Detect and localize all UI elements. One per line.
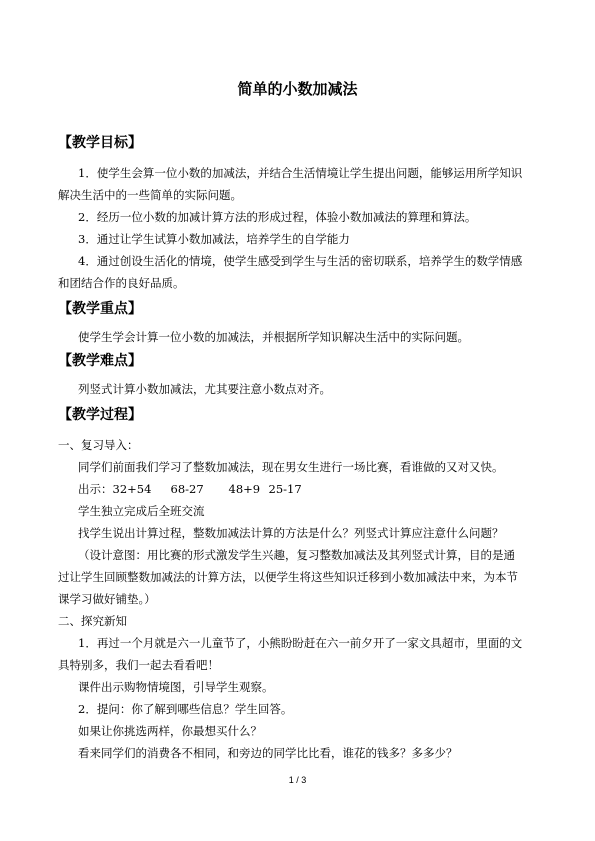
goal-line: 3．通过让学生试算小数加减法，培养学生的自学能力 [78, 232, 350, 246]
design-intent-line: （设计意图：用比赛的形式激发学生兴趣，复习整数加减法及其列竖式计算，目的是通 [78, 548, 515, 562]
section-heading-key: 【教学重点】 [58, 301, 142, 317]
review-heading: 一、复习导入： [58, 438, 139, 452]
document-title: 简单的小数加减法 [237, 80, 358, 98]
explore-line: 具特别多，我们一起去看看吧！ [58, 658, 219, 672]
goal-line: 1．使学生会算一位小数的加减法，并结合生活情境让学生提出问题，能够运用所学知识 [78, 166, 523, 180]
expression-item: 68-27 [170, 482, 204, 496]
process-line: 如果让你挑选两样，你最想买什么？ [78, 724, 262, 738]
process-line: 课件出示购物情境图，引导学生观察。 [78, 680, 274, 694]
goal-line: 和团结合作的良好品质。 [58, 276, 185, 290]
show-label: 出示： [78, 482, 113, 496]
page-number: 1 / 3 [288, 775, 307, 785]
review-intro: 同学们前面我们学习了整数加减法，现在男女生进行一场比赛，看谁做的又对又快。 [78, 460, 504, 474]
expression-item: 32+54 [112, 482, 152, 496]
goal-line: 4．通过创设生活化的情境，使学生感受到学生与生活的密切联系，培养学生的数学情感 [78, 254, 523, 268]
explore-line: 1．再过一个月就是六一儿童节了，小熊盼盼赶在六一前夕开了一家文具超市，里面的文 [78, 636, 523, 650]
design-intent-line: 过让学生回顾整数加减法的计算方法，以便学生将这些知识迁移到小数加减法中来，为本节 [58, 570, 518, 584]
process-line: 学生独立完成后全班交流 [78, 504, 205, 518]
expressions-line [78, 481, 302, 497]
design-intent-line: 课学习做好铺垫。） [58, 592, 156, 606]
section-heading-difficulty: 【教学难点】 [58, 353, 142, 369]
key-point-text: 使学生学会计算一位小数的加减法，并根据所学知识解决生活中的实际问题。 [78, 330, 469, 344]
goal-line: 2．经历一位小数的加减计算方法的形成过程，体验小数加减法的算理和算法。 [78, 210, 477, 224]
expression-item: 25-17 [268, 482, 302, 496]
difficulty-text: 列竖式计算小数加减法，尤其要注意小数点对齐。 [78, 382, 331, 396]
explore-heading: 二、探究新知 [58, 614, 127, 628]
process-line: 看来同学们的消费各不相同，和旁边的同学比比看，谁花的钱多？多多少？ [78, 746, 458, 760]
section-heading-goals: 【教学目标】 [58, 135, 142, 151]
section-heading-process: 【教学过程】 [58, 407, 142, 423]
process-line: 找学生说出计算过程，整数加减法计算的方法是什么？列竖式计算应注意什么问题？ [78, 526, 504, 540]
goal-line: 解决生活中的一些简单的实际问题。 [58, 188, 242, 202]
expression-item: 48+9 [228, 482, 261, 496]
process-line: 2．提问：你了解到哪些信息？学生回答。 [78, 702, 293, 716]
